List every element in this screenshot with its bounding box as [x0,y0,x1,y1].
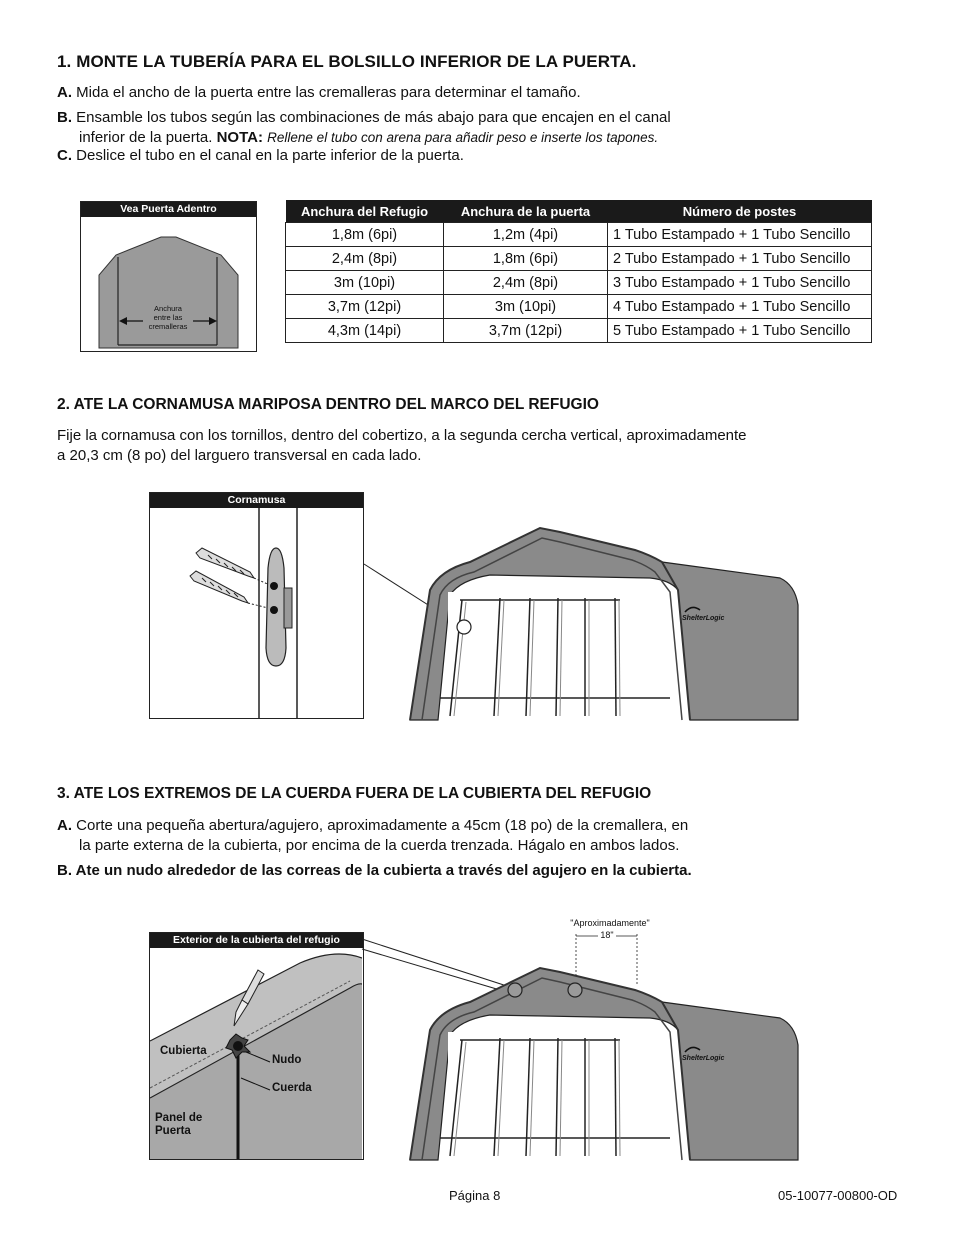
tube-combination-table [285,200,872,343]
figure-label-line1: Anchura [154,304,182,313]
detail-circle [508,983,522,997]
label-nudo: Nudo [272,1054,302,1066]
brand-logo: ShelterLogic [682,1055,725,1062]
note-text: Rellene el tubo con arena para añadir peso e inserte los tapones. [267,130,659,145]
door-width-figure [80,201,257,352]
section2-line1: Fije la cornamusa con los tornillos, dentro del cobertizo, a la segunda cercha vertical, aproximadamente [57,427,747,444]
section3-title: 3. ATE LOS EXTREMOS DE LA CUERDA FUERA DE LA CUBIERTA DEL REFUGIO [57,785,652,802]
note-label: NOTA: [216,129,263,146]
table-cell: 4 Tubo Estampado + 1 Tubo Sencillo [608,295,872,319]
table-row [286,247,872,271]
step-text-line2: la parte externa de la cubierta, por encima de la cuerda trenzada. Hágalo en ambos lados. [79,837,680,854]
table-cell: 3,7m (12pi) [444,319,608,343]
table-cell: 5 Tubo Estampado + 1 Tubo Sencillo [608,319,872,343]
label-panel-puerta [155,1112,202,1138]
door-width-illustration [81,217,255,351]
column-header: Número de postes [608,200,872,223]
step-text: Ensamble los tubos según las combinaciones de más abajo para que encajen en el canal [76,109,671,126]
shelter-illustration [400,960,820,1165]
table-row [286,319,872,343]
figure-caption: Exterior de la cubierta del refugio [150,933,363,948]
figure-caption: Vea Puerta Adentro [81,202,256,217]
figure-label-line2: entre las [153,313,183,322]
table-row [286,271,872,295]
table-cell: 2 Tubo Estampado + 1 Tubo Sencillo [608,247,872,271]
table-cell: 2,4m (8pi) [286,247,444,271]
marker: B. [57,109,72,126]
table-cell: 3 Tubo Estampado + 1 Tubo Sencillo [608,271,872,295]
marker: A. [57,817,72,834]
table-cell: 4,3m (14pi) [286,319,444,343]
cover-exterior-figure [149,932,364,1160]
table-cell: 1 Tubo Estampado + 1 Tubo Sencillo [608,223,872,247]
shelter-illustration [400,520,820,725]
table-cell: 1,8m (6pi) [444,247,608,271]
screw-icon [196,548,254,578]
page-number: Página 8 [449,1188,501,1203]
step-1a [57,83,877,103]
step-text: inferior de la puerta. [79,129,213,146]
table-header-row [286,200,872,223]
column-header: Anchura de la puerta [444,200,608,223]
step-text: Corte una pequeña abertura/agujero, aproximadamente a 45cm (18 po) de la cremallera, en [76,817,689,834]
section1-title: 1. MONTE LA TUBERÍA PARA EL BOLSILLO INFERIOR DE LA PUERTA. [57,52,637,71]
step-1c [57,146,877,166]
approx-value: 18" [600,930,614,940]
marker: A. [57,84,72,101]
label-cubierta: Cubierta [160,1045,207,1057]
table-cell: 1,2m (4pi) [444,223,608,247]
document-code: 05-10077-00800-OD [778,1188,898,1203]
cleat-illustration [150,508,362,718]
section2-text [57,426,877,466]
label-cuerda: Cuerda [272,1082,312,1094]
column-header: Anchura del Refugio [286,200,444,223]
cleat-figure [149,492,364,719]
step-1b-line2 [57,128,877,148]
step-3a [57,816,877,856]
section2-title: 2. ATE LA CORNAMUSA MARIPOSA DENTRO DEL MARCO DEL REFUGIO [57,396,599,413]
cleat-icon [266,548,292,666]
approx-label: "Aproximadamente" [570,918,650,928]
screw-icon [190,571,248,603]
table-cell: 3,7m (12pi) [286,295,444,319]
label-panel-line2: Puerta [155,1125,191,1137]
detail-circle [457,620,471,634]
step-text: Deslice el tubo en el canal en la parte inferior de la puerta. [76,147,464,164]
table-cell: 3m (10pi) [444,295,608,319]
section2-line2: a 20,3 cm (8 po) del larguero transversal en cada lado. [57,447,422,464]
table-row [286,223,872,247]
table-cell: 1,8m (6pi) [286,223,444,247]
table-cell: 2,4m (8pi) [444,271,608,295]
figure-caption: Cornamusa [150,493,363,508]
marker: C. [57,147,72,164]
figure-label-line3: cremalleras [148,322,188,331]
table-row [286,295,872,319]
step-1b [57,108,877,148]
brand-logo: ShelterLogic [682,615,725,622]
detail-circle [568,983,582,997]
label-panel-line1: Panel de [155,1112,203,1124]
table-cell: 3m (10pi) [286,271,444,295]
step-text: Mida el ancho de la puerta entre las cremalleras para determinar el tamaño. [76,84,581,101]
step-3b: B. Ate un nudo alrededor de las correas de la cubierta a través del agujero en la cubierta. [57,862,692,879]
